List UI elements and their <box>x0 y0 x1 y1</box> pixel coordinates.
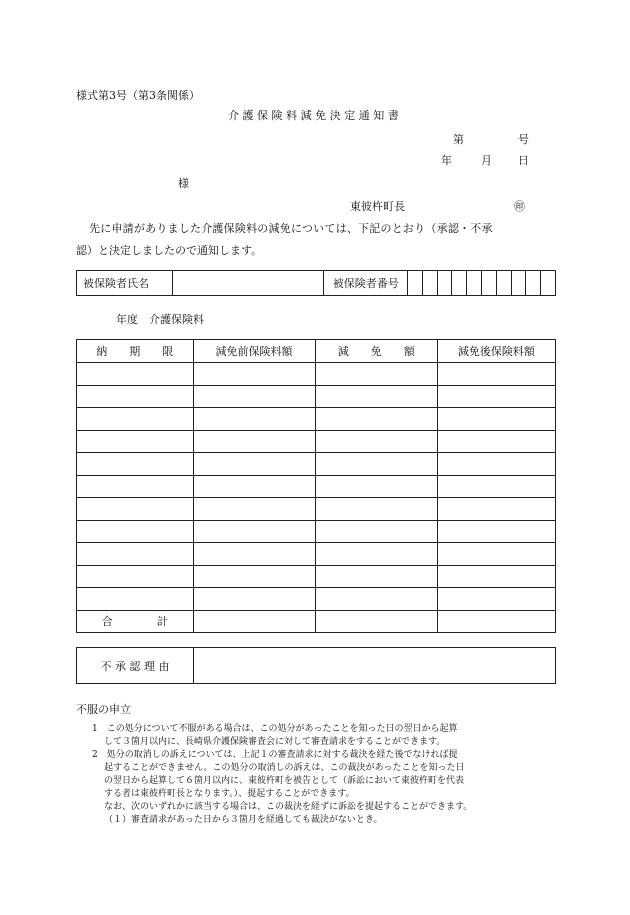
after-reduction-cell[interactable] <box>437 385 555 408</box>
date-month: 月 <box>481 154 492 167</box>
after-reduction-cell[interactable] <box>437 588 555 611</box>
table-row <box>77 453 556 476</box>
reduction-amount-cell[interactable] <box>315 520 437 543</box>
table-row <box>77 363 556 386</box>
table-row <box>77 430 556 453</box>
appeal-item-2-cont: する者は東彼杵町長となります。）、提起することができます。 <box>104 789 355 799</box>
appeal-item-2-cont: の翌日から起算して６箇月以内に、東彼杵町を被告として（訴訟において東彼杵町を代表 <box>104 776 465 786</box>
due-date-cell[interactable] <box>77 385 194 408</box>
before-reduction-cell[interactable] <box>193 520 315 543</box>
appeal-note: なお、次のいずれかに該当する場合は、この裁決を経ずに訴訟を提起することができます。 <box>104 802 473 812</box>
reduction-amount-cell[interactable] <box>315 498 437 521</box>
reduction-amount-cell[interactable] <box>315 430 437 453</box>
before-reduction-cell[interactable] <box>193 475 315 498</box>
reason-table <box>76 647 556 684</box>
table-row <box>77 565 556 588</box>
before-reduction-cell[interactable] <box>193 498 315 521</box>
intro-line-2: 認）と決定しましたので通知します。 <box>76 244 263 257</box>
issuer: 東彼杵町長 <box>350 200 405 213</box>
premium-table <box>76 339 556 633</box>
before-reduction-cell[interactable] <box>193 565 315 588</box>
due-date-cell[interactable] <box>77 588 194 611</box>
header-due-date: 納 期 限 <box>77 340 194 363</box>
due-date-cell[interactable] <box>77 408 194 431</box>
due-date-cell[interactable] <box>77 565 194 588</box>
due-date-cell[interactable] <box>77 543 194 566</box>
insured-table <box>76 270 556 296</box>
after-reduction-cell[interactable] <box>437 475 555 498</box>
total-reduction-cell[interactable] <box>315 610 437 633</box>
insured-number-box[interactable] <box>496 271 511 296</box>
insured-number-box[interactable] <box>482 271 497 296</box>
after-reduction-cell[interactable] <box>437 363 555 386</box>
form-id: 様式第3号（第3条関係） <box>76 89 200 102</box>
before-reduction-cell[interactable] <box>193 588 315 611</box>
appeal-note-item: （１）審査請求があった日から３箇月を経過しても裁決がないとき。 <box>104 815 383 825</box>
due-date-cell[interactable] <box>77 498 194 521</box>
due-date-cell[interactable] <box>77 363 194 386</box>
reduction-amount-cell[interactable] <box>315 385 437 408</box>
insured-number-box[interactable] <box>408 271 423 296</box>
date-day: 日 <box>518 154 529 167</box>
reduction-amount-cell[interactable] <box>315 565 437 588</box>
appeal-heading: 不服の申立 <box>76 703 131 716</box>
reduction-amount-cell[interactable] <box>315 453 437 476</box>
after-reduction-cell[interactable] <box>437 408 555 431</box>
appeal-item-2: 2 処分の取消しの訴えについては、上記１の審査請求に対する裁決を経た後でなければ提 <box>92 750 458 760</box>
before-reduction-cell[interactable] <box>193 385 315 408</box>
header-reduction-amount: 減 免 額 <box>315 340 437 363</box>
table-row <box>77 543 556 566</box>
table-row <box>77 408 556 431</box>
insured-number-box[interactable] <box>541 271 556 296</box>
premium-table-body <box>77 363 556 633</box>
seal-mark: ㊞ <box>514 200 525 213</box>
before-reduction-cell[interactable] <box>193 408 315 431</box>
insured-number-box[interactable] <box>526 271 541 296</box>
reason-field[interactable] <box>194 648 556 684</box>
addressee-suffix: 様 <box>178 177 189 190</box>
table-row <box>77 475 556 498</box>
fiscal-year-label: 年度 介護保険料 <box>116 313 204 326</box>
total-label: 合 計 <box>77 610 194 633</box>
after-reduction-cell[interactable] <box>437 453 555 476</box>
due-date-cell[interactable] <box>77 520 194 543</box>
before-reduction-cell[interactable] <box>193 430 315 453</box>
intro-line-1: 先に申請がありました介護保険料の減免については、下記のとおり（承認・不承 <box>89 222 493 235</box>
before-reduction-cell[interactable] <box>193 453 315 476</box>
appeal-item-1: 1 この処分について不服がある場合は、この処分があったことを知った日の翌日から起算 <box>92 724 458 734</box>
appeal-item-2-cont: 起することができません。この処分の取消しの訴えは、この裁決があったことを知った日 <box>104 763 465 773</box>
header-after-reduction: 減免後保険料額 <box>437 340 555 363</box>
reduction-amount-cell[interactable] <box>315 588 437 611</box>
header-before-reduction: 減免前保険料額 <box>193 340 315 363</box>
insured-name-field[interactable] <box>172 271 324 296</box>
table-row <box>77 385 556 408</box>
after-reduction-cell[interactable] <box>437 498 555 521</box>
total-before-cell[interactable] <box>193 610 315 633</box>
due-date-cell[interactable] <box>77 430 194 453</box>
after-reduction-cell[interactable] <box>437 430 555 453</box>
after-reduction-cell[interactable] <box>437 565 555 588</box>
due-date-cell[interactable] <box>77 475 194 498</box>
table-row <box>77 610 556 633</box>
reduction-amount-cell[interactable] <box>315 475 437 498</box>
insured-number-label: 被保険者番号 <box>324 271 408 296</box>
due-date-cell[interactable] <box>77 453 194 476</box>
number-go: 号 <box>518 133 529 146</box>
reduction-amount-cell[interactable] <box>315 363 437 386</box>
insured-number-box[interactable] <box>422 271 437 296</box>
table-row <box>77 588 556 611</box>
insured-number-box[interactable] <box>452 271 467 296</box>
total-after-cell[interactable] <box>437 610 555 633</box>
insured-name-label: 被保険者氏名 <box>77 271 173 296</box>
reduction-amount-cell[interactable] <box>315 543 437 566</box>
before-reduction-cell[interactable] <box>193 363 315 386</box>
appeal-item-1-cont: して３箇月以内に、長崎県介護保険審査会に対して審査請求をすることができます。 <box>104 737 446 747</box>
page-title: 介護保険料減免決定通知書 <box>228 109 403 122</box>
before-reduction-cell[interactable] <box>193 543 315 566</box>
insured-number-box[interactable] <box>467 271 482 296</box>
insured-number-box[interactable] <box>511 271 526 296</box>
reason-label: 不 承 認 理 由 <box>77 648 194 684</box>
number-dai: 第 <box>453 133 464 146</box>
after-reduction-cell[interactable] <box>437 543 555 566</box>
after-reduction-cell[interactable] <box>437 520 555 543</box>
insured-number-box[interactable] <box>437 271 452 296</box>
table-row <box>77 520 556 543</box>
table-row <box>77 498 556 521</box>
reduction-amount-cell[interactable] <box>315 408 437 431</box>
date-year: 年 <box>441 154 452 167</box>
